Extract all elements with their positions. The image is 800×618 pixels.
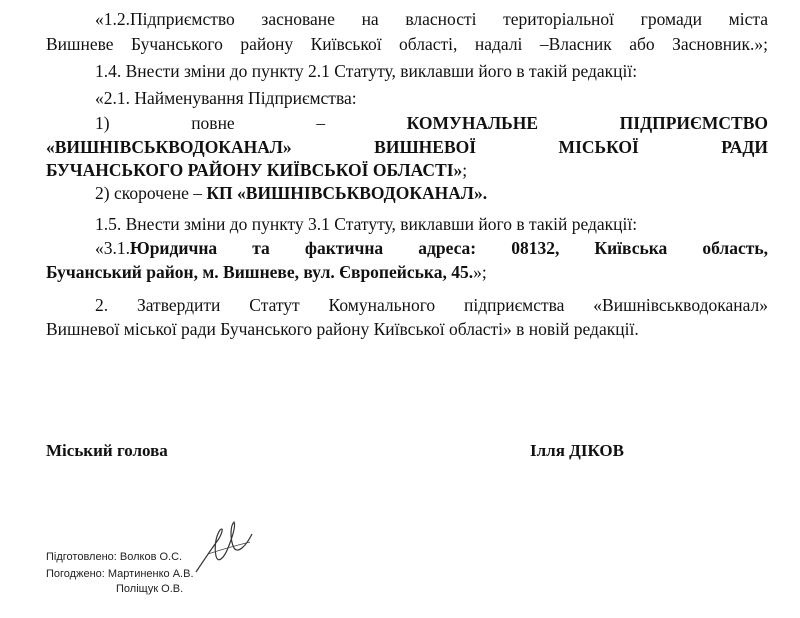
- prepared-by: Підготовлено: Волков О.С.: [46, 551, 183, 563]
- address-line-1: [95, 237, 768, 259]
- full-name-word-2: ПІДПРИЄМСТВО: [619, 113, 769, 133]
- address-line-2: [46, 261, 768, 283]
- short-name-bold: КП «ВИШНІВСЬКВОДОКАНАЛ».: [206, 183, 488, 203]
- short-name-prefix: 2) скорочене –: [95, 183, 207, 203]
- full-name-dash: –: [316, 113, 326, 133]
- full-name-line-1: [95, 112, 768, 134]
- full-name-ending: БУЧАНСЬКОГО РАЙОНУ КИЇВСЬКОЇ ОБЛАСТІ»: [46, 160, 463, 180]
- agreed-by: Погоджено: Мартиненко А.В.: [46, 568, 194, 580]
- paragraph-1-2-line-1: «1.2.Підприємство засноване на власності територіальної громади міста: [95, 9, 768, 29]
- agreed-by-second: Поліщук О.В.: [116, 583, 184, 595]
- mayor-name: Ілля ДІКОВ: [530, 441, 624, 460]
- short-name-line: [95, 182, 768, 204]
- paragraph-2-line-2: Вишневої міської ради Бучанського району Київської області» в новій редакції.: [46, 319, 639, 339]
- paragraph-1-2-line-2: Вишневе Бучанського району Київської області, надалі –Власник або Засновник.»;: [46, 34, 768, 54]
- paragraph-2-line-1: 2. Затвердити Статут Комунального підприємства «Вишнівськводоканал»: [95, 295, 768, 315]
- address-bold-2: Бучанський район, м. Вишневе, вул. Європейська, 45.: [46, 262, 474, 282]
- paragraph-2-1-heading: «2.1. Найменування Підприємства:: [95, 88, 357, 108]
- paragraph-1-4: 1.4. Внести зміни до пункту 2.1 Статуту, виклавши його в такій редакції:: [95, 61, 638, 81]
- address-tail: »;: [473, 262, 487, 282]
- full-name-word-6: РАДИ: [721, 137, 768, 157]
- address-prefix: «3.1.: [95, 238, 130, 258]
- full-name-line-2: [46, 136, 768, 158]
- full-name-word-3: «ВИШНІВСЬКВОДОКАНАЛ»: [46, 137, 292, 157]
- full-name-word-1: КОМУНАЛЬНЕ: [406, 113, 539, 133]
- address-bold-1: Юридична та фактична адреса: 08132, Київська область,: [130, 238, 768, 258]
- full-name-label: повне: [191, 113, 235, 133]
- full-name-word-4: ВИШНЕВОЇ: [374, 137, 477, 157]
- full-name-num: 1): [95, 113, 110, 133]
- full-name-tail: ;: [462, 160, 468, 180]
- handwritten-signature-icon: [190, 512, 260, 580]
- paragraph-1-5: 1.5. Внести зміни до пункту 3.1 Статуту, виклавши його в такій редакції:: [95, 214, 638, 234]
- mayor-title: Міський голова: [46, 441, 168, 460]
- full-name-line-3: [46, 159, 768, 181]
- full-name-word-5: МІСЬКОЇ: [558, 137, 639, 157]
